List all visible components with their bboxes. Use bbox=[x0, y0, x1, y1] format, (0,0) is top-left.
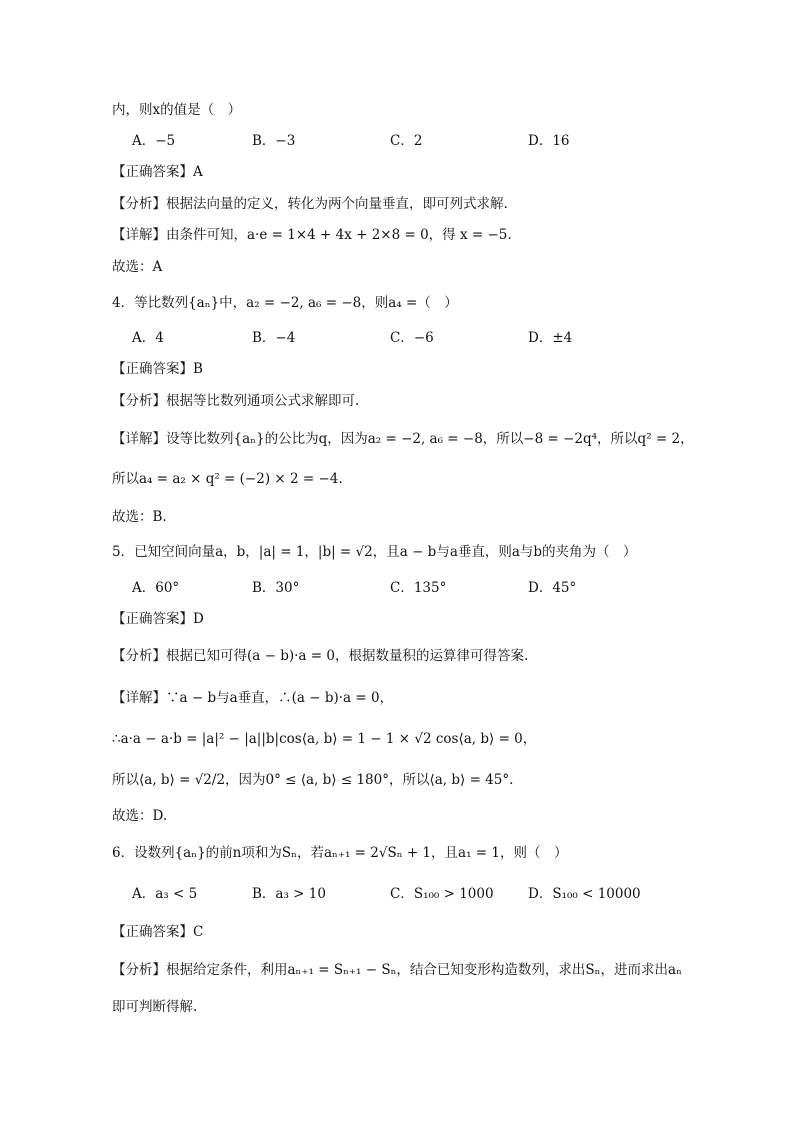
detail-5-line-3: 所以⟨a, b⟩ = √2/2，因为0° ≤ ⟨a, b⟩ ≤ 180°，所以⟨a, b⟩ = 45°. bbox=[112, 772, 514, 788]
option-b: B．−4 bbox=[252, 330, 296, 346]
option-a: A．−5 bbox=[132, 133, 176, 149]
detail-4-line-2: 所以a₄ = a₂ × q² = (−2) × 2 = −4. bbox=[112, 471, 343, 487]
detail-3: 【详解】由条件可知，a·e = 1×4 + 4x + 2×8 = 0，得 x = −5. bbox=[112, 227, 512, 243]
option-b: B．a₃ > 10 bbox=[252, 886, 326, 902]
detail-4-line-1: 【详解】设等比数列{aₙ}的公比为q，因为a₂ = −2, a₆ = −8，所以−8 = −2q⁴，所以q² = 2， bbox=[112, 431, 694, 447]
option-b: B．−3 bbox=[252, 133, 296, 149]
option-c: C．S₁₀₀ > 1000 bbox=[390, 886, 494, 902]
question-3-tail: 内，则x的值是（ ） bbox=[112, 102, 242, 118]
choice-5: 故选：D. bbox=[112, 808, 168, 824]
option-d: D．±4 bbox=[528, 330, 573, 346]
answer-3: 【正确答案】A bbox=[112, 164, 203, 180]
detail-5-line-1: 【详解】∵a − b与a垂直，∴(a − b)·a = 0， bbox=[112, 690, 394, 706]
analysis-3: 【分析】根据法向量的定义，转化为两个向量垂直，即可列式求解. bbox=[112, 196, 508, 212]
analysis-4: 【分析】根据等比数列通项公式求解即可. bbox=[112, 393, 360, 409]
choice-4: 故选：B. bbox=[112, 509, 167, 525]
option-d: D．S₁₀₀ < 10000 bbox=[528, 886, 641, 902]
answer-5: 【正确答案】D bbox=[112, 611, 204, 627]
analysis-6-line-1: 【分析】根据给定条件，利用aₙ₊₁ = Sₙ₊₁ − Sₙ，结合已知变形构造数列，求出Sₙ，进而求出aₙ bbox=[112, 962, 682, 978]
question-4: 4．等比数列{aₙ}中，a₂ = −2, a₆ = −8，则a₄ =（ ） bbox=[112, 295, 458, 311]
choice-3: 故选：A bbox=[112, 259, 163, 275]
option-c: C．135° bbox=[390, 580, 447, 596]
analysis-6-line-2: 即可判断得解. bbox=[112, 999, 198, 1015]
option-c: C．−6 bbox=[390, 330, 434, 346]
answer-4: 【正确答案】B bbox=[112, 361, 203, 377]
option-d: D．45° bbox=[528, 580, 577, 596]
question-6: 6．设数列{aₙ}的前n项和为Sₙ，若aₙ₊₁ = 2√Sₙ + 1，且a₁ = 1，则（ ） bbox=[112, 845, 568, 861]
option-a: A．a₃ < 5 bbox=[132, 886, 198, 902]
option-c: C．2 bbox=[390, 133, 423, 149]
option-b: B．30° bbox=[252, 580, 300, 596]
option-a: A．60° bbox=[132, 580, 180, 596]
answer-6: 【正确答案】C bbox=[112, 924, 204, 940]
option-d: D．16 bbox=[528, 133, 570, 149]
option-a: A．4 bbox=[132, 330, 164, 346]
analysis-5: 【分析】根据已知可得(a − b)·a = 0，根据数量积的运算律可得答案. bbox=[112, 648, 529, 664]
question-5: 5．已知空间向量a，b，|a| = 1，|b| = √2，且a − b与a垂直，则a与b的夹角为（ ） bbox=[112, 544, 637, 560]
detail-5-line-2: ∴a·a − a·b = |a|² − |a||b|cos⟨a, b⟩ = 1 − 1 × √2 cos⟨a, b⟩ = 0， bbox=[112, 731, 537, 747]
